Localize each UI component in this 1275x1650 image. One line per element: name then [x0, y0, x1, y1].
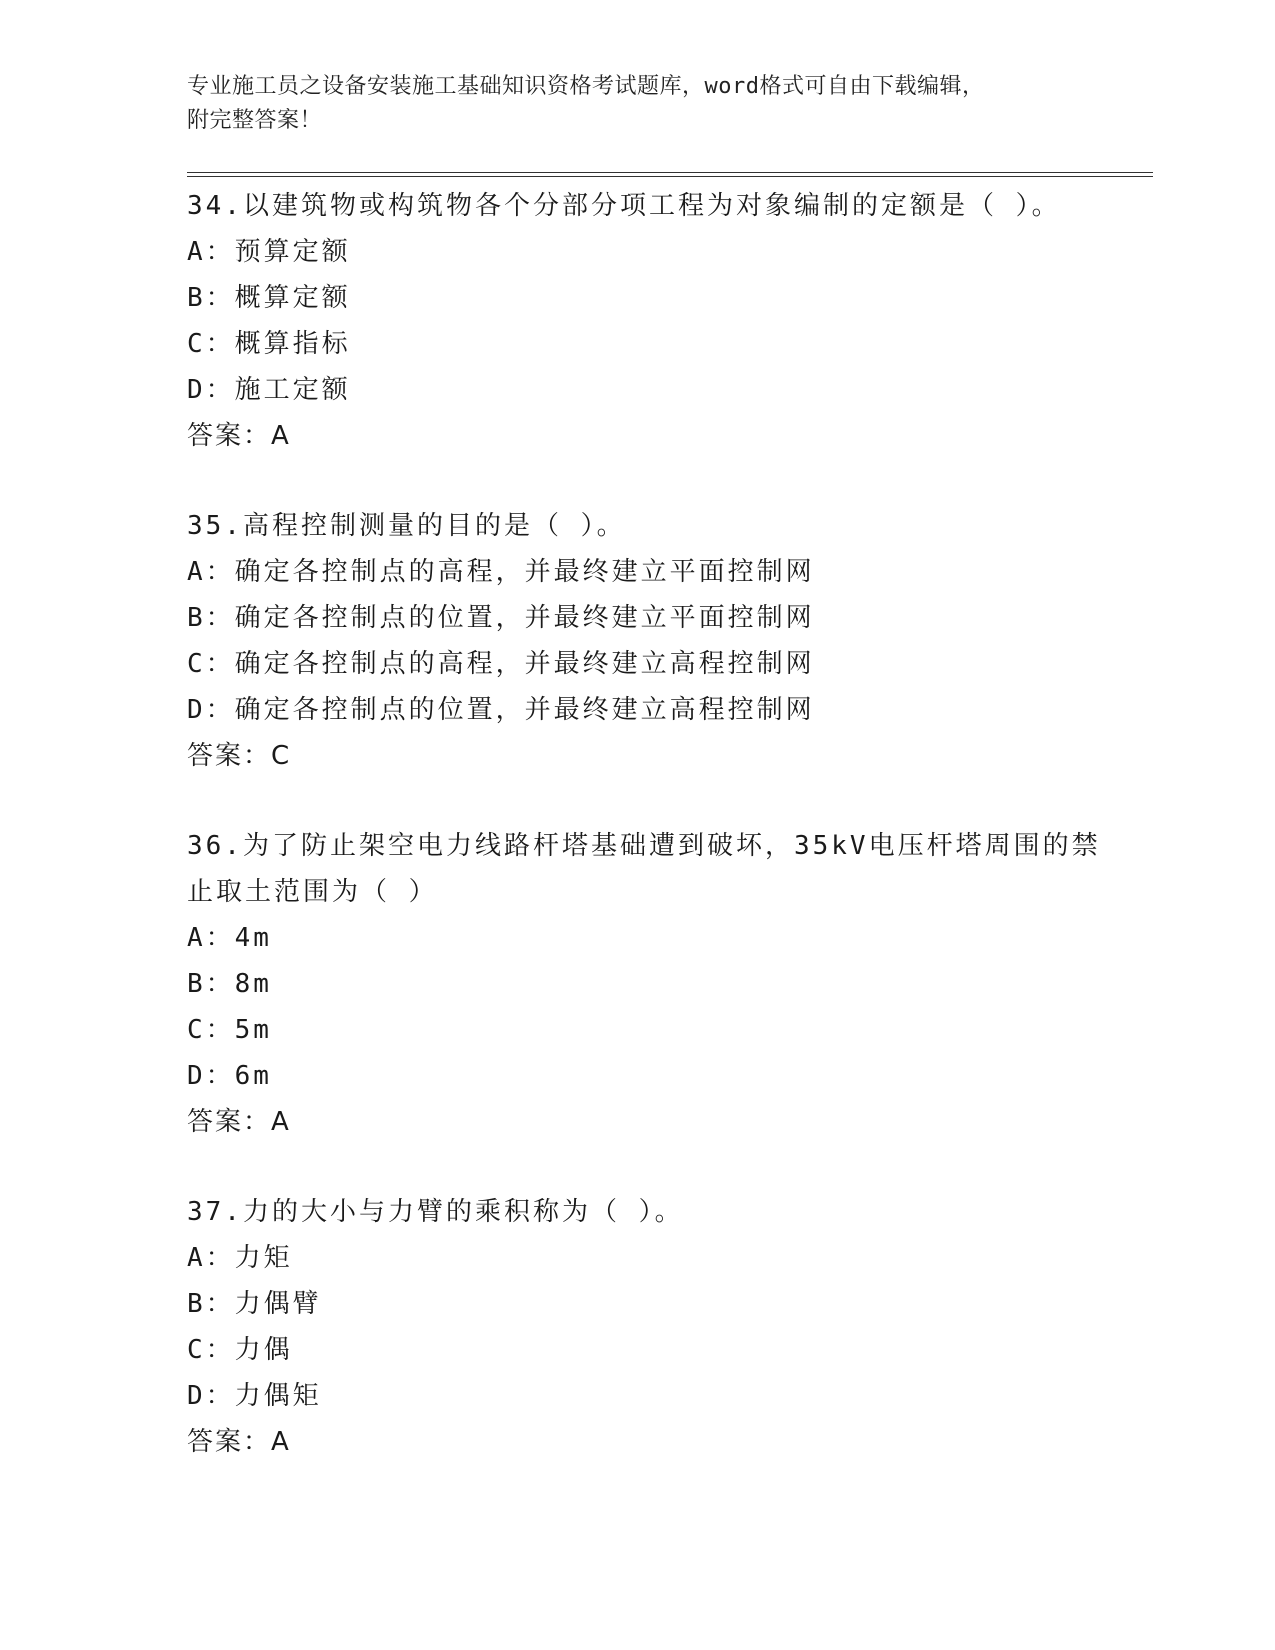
question-34	[187, 183, 1153, 459]
header-line: 附完整答案！	[187, 108, 323, 133]
option-a: A：确定各控制点的高程，并最终建立平面控制网	[187, 557, 815, 587]
option-a: A：4m	[187, 923, 272, 953]
option-a: A：力矩	[187, 1243, 293, 1273]
stem-line: 37.力的大小与力臂的乘积称为（ ）。	[187, 1197, 684, 1227]
header-divider	[187, 172, 1153, 177]
option-d: D：施工定额	[187, 375, 351, 405]
header-line: 专业施工员之设备安装施工基础知识资格考试题库，word格式可自由下载编辑，	[187, 74, 985, 99]
question-stem	[187, 183, 1153, 229]
option-c: C：5m	[187, 1015, 272, 1045]
option-b: B：概算定额	[187, 283, 351, 313]
option-b: B：力偶臂	[187, 1289, 322, 1319]
answer-label: 答案：A	[187, 1427, 291, 1457]
stem-line: 34.以建筑物或构筑物各个分部分项工程为对象编制的定额是（ ）。	[187, 191, 1061, 221]
question-stem	[187, 823, 1153, 915]
option-a: A：预算定额	[187, 237, 351, 267]
stem-line: 止取土范围为（ ）	[187, 877, 438, 907]
option-c: C：确定各控制点的高程，并最终建立高程控制网	[187, 649, 815, 679]
answer-label: 答案：C	[187, 741, 292, 771]
question-stem	[187, 1189, 1153, 1235]
option-d: D：6m	[187, 1061, 272, 1091]
question-stem	[187, 503, 1153, 549]
document-page	[187, 70, 1153, 1465]
question-35	[187, 503, 1153, 779]
option-b: B：确定各控制点的位置，并最终建立平面控制网	[187, 603, 815, 633]
answer-label: 答案：A	[187, 1107, 291, 1137]
option-b: B：8m	[187, 969, 272, 999]
question-list	[187, 183, 1153, 1465]
question-36	[187, 823, 1153, 1145]
option-c: C：概算指标	[187, 329, 351, 359]
option-d: D：力偶矩	[187, 1381, 322, 1411]
option-d: D：确定各控制点的位置，并最终建立高程控制网	[187, 695, 815, 725]
stem-line: 35.高程控制测量的目的是（ ）。	[187, 511, 626, 541]
option-c: C：力偶	[187, 1335, 293, 1365]
document-header	[187, 70, 1153, 138]
question-37	[187, 1189, 1153, 1465]
stem-line: 36.为了防止架空电力线路杆塔基础遭到破坏，35kV电压杆塔周围的禁	[187, 831, 1101, 861]
answer-label: 答案：A	[187, 421, 291, 451]
